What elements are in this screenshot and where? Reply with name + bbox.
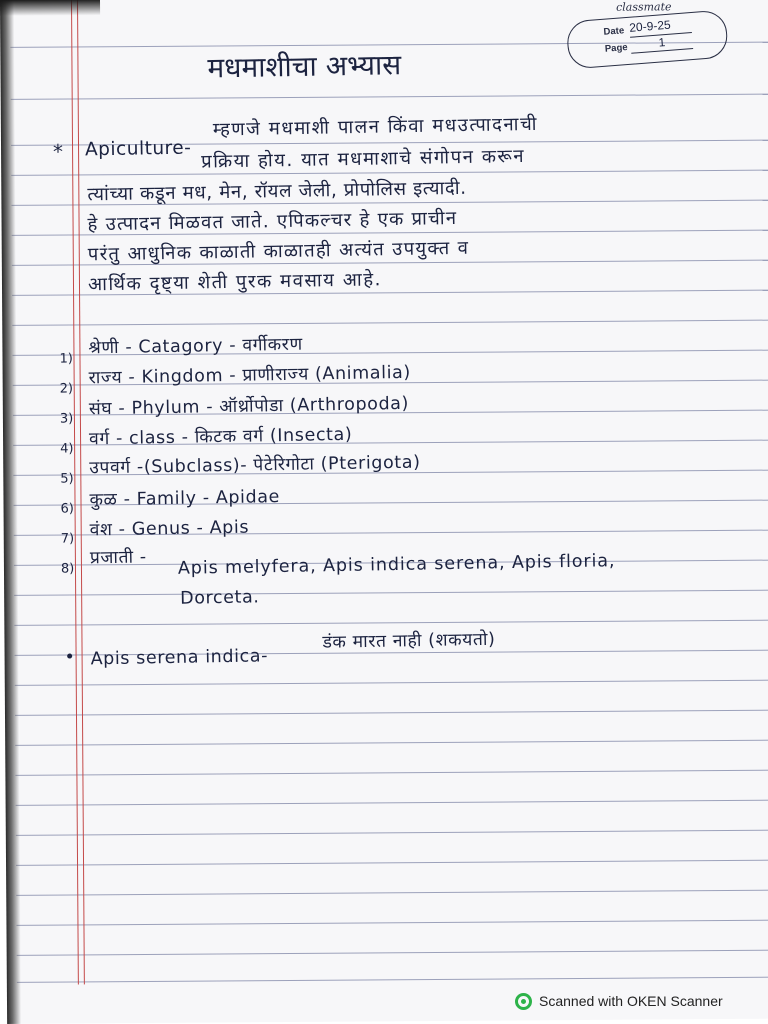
list-number: 4) <box>60 441 74 457</box>
intro-line: परंतु आधुनिक काळाती काळातही अत्यंत उपयुक्त व <box>87 237 470 266</box>
intro-term: Apiculture- <box>84 137 192 161</box>
species-line: Dorceta. <box>180 587 260 609</box>
list-number: 8) <box>60 561 75 577</box>
rule-line <box>15 710 768 716</box>
classification-item: कुळ - Family - Apidae <box>89 487 281 511</box>
scanner-watermark <box>515 990 723 1012</box>
rule-line <box>16 830 768 836</box>
date-label: Date <box>603 25 625 38</box>
classification-item: वंश - Genus - Apis <box>89 517 250 541</box>
classification-item: प्रजाती - <box>89 547 147 569</box>
rule-line <box>17 977 768 983</box>
intro-line: प्रक्रिया होय. यात मधमाशाचे संगोपन करून <box>200 145 526 173</box>
species-line: Apis melyfera, Apis indica serena, Apis floria, <box>177 551 616 579</box>
note-text: डंक मारत नाही (शकयतो) <box>322 629 496 653</box>
list-number: 5) <box>60 471 74 487</box>
page-title: मधमाशीचा अभ्यास <box>207 48 402 85</box>
scanner-text: Scanned with OKEN Scanner <box>539 993 723 1009</box>
asterisk-marker: * <box>52 139 65 164</box>
brand-logo: classmate <box>616 0 672 14</box>
list-number: 1) <box>59 351 73 367</box>
rule-line <box>16 800 768 806</box>
rule-line <box>15 740 768 746</box>
rule-line <box>16 860 768 866</box>
intro-line: म्हणजे मधमाशी पालन किंवा मधउत्पादनाची <box>212 113 539 141</box>
rule-line <box>16 920 768 926</box>
margin-line <box>77 0 85 984</box>
page-value: 1 <box>658 35 666 50</box>
rule-line <box>17 950 768 956</box>
intro-line: त्यांच्या कडून मध, मेन, रॉयल जेली, प्रोपोलिस इत्यादी. <box>87 177 467 206</box>
rule-line <box>16 890 768 896</box>
rule-line <box>11 170 768 176</box>
list-number: 6) <box>60 501 75 517</box>
classification-item: राज्य - Kingdom - प्राणीराज्य (Animalia) <box>88 362 411 389</box>
page-edge-shadow <box>0 0 21 1024</box>
bullet-marker: • <box>64 647 76 668</box>
classification-item: संघ - Phylum - ऑर्थ्रोपोडा (Arthropoda) <box>88 393 410 420</box>
intro-line: आर्थिक दृष्ट्या शेती पुरक मवसाय आहे. <box>87 269 383 296</box>
classification-item: श्रेणी - Catagory - वर्गीकरण <box>88 334 303 359</box>
list-number: 2) <box>59 381 74 397</box>
corner-shadow <box>0 0 100 16</box>
rule-line <box>15 680 768 686</box>
scanner-logo-icon <box>515 993 532 1010</box>
rule-line <box>12 320 768 326</box>
list-number: 3) <box>59 411 74 427</box>
rule-line <box>15 770 768 776</box>
classification-item: वर्ग - class - किटक वर्ग (Insecta) <box>88 424 353 450</box>
list-number: 7) <box>60 531 75 547</box>
rule-line <box>14 620 768 626</box>
rule-line <box>14 590 768 596</box>
note-term: Apis serena indica- <box>90 646 269 670</box>
classification-item: उपवर्ग -(Subclass)- पेटेरिगोटा (Pterigota) <box>89 452 421 479</box>
intro-line: हे उत्पादन मिळवत जाते. एपिकल्चर हे एक प्राचीन <box>87 207 458 236</box>
page-label: Page <box>604 42 628 55</box>
date-value: 20-9-25 <box>628 17 672 35</box>
rule-line <box>11 94 768 100</box>
date-page-stamp <box>566 9 729 69</box>
